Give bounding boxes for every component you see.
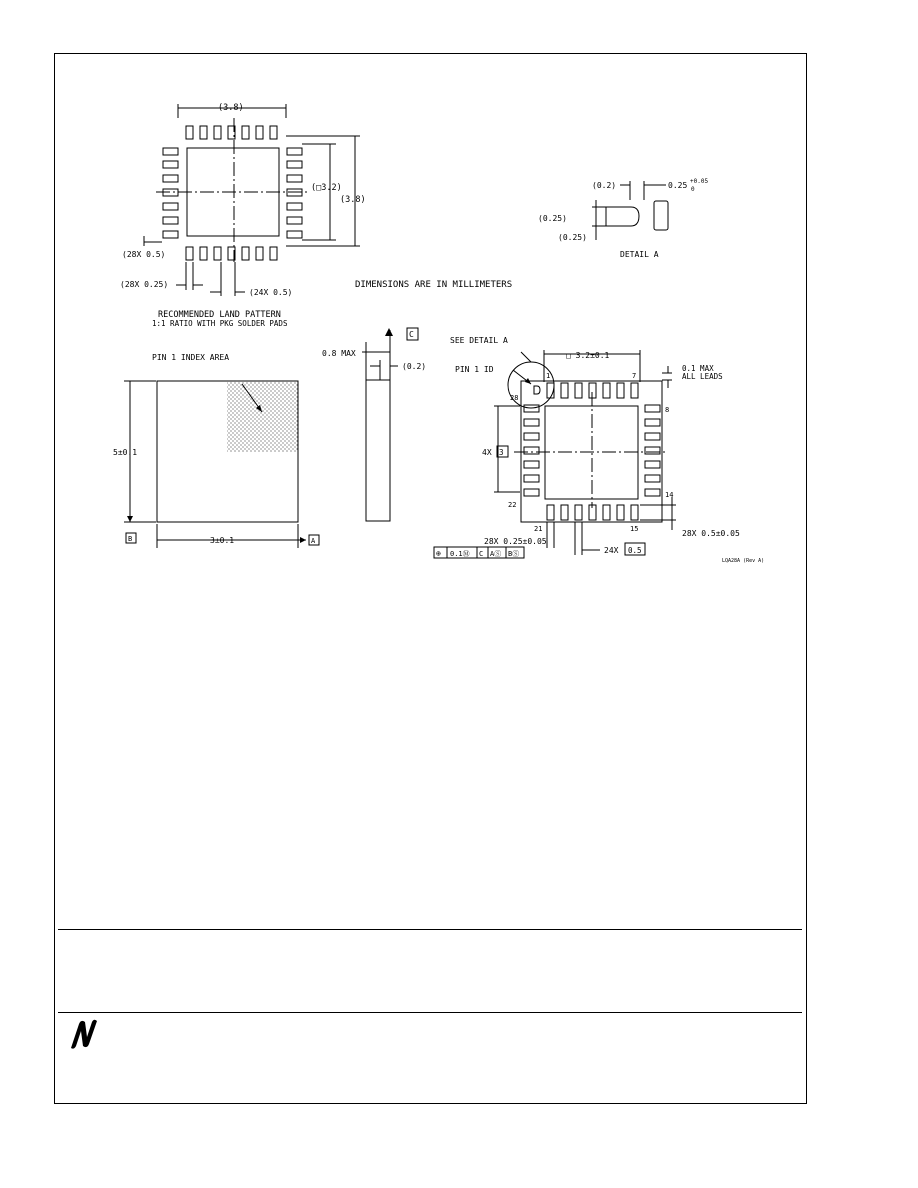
land-dim-width: (28X 0.25) (120, 280, 169, 289)
side-view-arrow (385, 328, 393, 336)
land-dim-top: (3.8) (218, 103, 244, 113)
land-right-pads (287, 148, 302, 238)
width-arrow (300, 537, 306, 543)
datum-b: B (128, 535, 133, 543)
land-dim-pitch: (28X 0.5) (122, 250, 166, 259)
pin-15-label: 15 (630, 525, 639, 533)
pin-14-label: 14 (665, 491, 674, 499)
pin1-index-label: PIN 1 INDEX AREA (152, 353, 230, 362)
fcf-datum-a: AⓈ (490, 550, 502, 558)
bottom-right-leads (645, 405, 660, 496)
land-dim-inner: (□3.2) (311, 183, 342, 193)
pin-1-label: 1 (546, 372, 551, 380)
pin-28-label: 28 (510, 394, 519, 402)
side-view (362, 328, 418, 521)
side-dim-02: (0.2) (402, 362, 427, 371)
land-bottom-pads (186, 247, 277, 260)
detail-dim-d: (0.25) (558, 233, 587, 242)
drawing-number: LQA28A (Rev A) (722, 558, 765, 564)
land-title: RECOMMENDED LAND PATTERN (158, 310, 281, 320)
bottom-dim-24x-box: 0.5 (628, 546, 642, 555)
national-semiconductor-logo-icon (68, 1018, 98, 1050)
land-subtitle: 1:1 RATIO WITH PKG SOLDER PADS (152, 319, 288, 328)
datum-3: 3 (499, 448, 504, 457)
detail-dim-c: (0.25) (538, 214, 567, 223)
pin1-index-area (227, 381, 298, 452)
max-note-1: 0.1 MAX (682, 364, 714, 373)
land-dim-right: (3.8) (340, 195, 366, 205)
detail-tol-b2: 0 (691, 186, 695, 193)
land-pattern-view (144, 104, 360, 296)
see-detail-label: SEE DETAIL A (450, 336, 508, 345)
fcf-position-symbol: ⊕ (436, 549, 441, 558)
bottom-dim-28x-len: 28X 0.5±0.05 (682, 529, 740, 538)
side-dim-max: 0.8 MAX (322, 349, 356, 358)
detail-a-label: DETAIL A (620, 250, 659, 259)
detail-dim-a: (0.2) (592, 181, 617, 190)
top-dim-height: 5±0.1 (113, 448, 138, 457)
pin-21-label: 21 (534, 525, 543, 533)
pin-7-label: 7 (632, 372, 637, 380)
detail-dim-b: 0.25 (668, 181, 688, 190)
top-view (124, 381, 319, 548)
bottom-dim-4x: 4X (482, 448, 492, 457)
fcf-datum-c: C (479, 550, 484, 558)
units-note: DIMENSIONS ARE IN MILLIMETERS (355, 280, 513, 290)
land-dim-24x: (24X 0.5) (249, 288, 293, 297)
max-note-2: ALL LEADS (682, 372, 723, 381)
land-top-pads (186, 126, 277, 139)
land-left-pads (163, 148, 178, 238)
package-body-side (366, 380, 390, 521)
detail-tol-b: +0.05 (690, 178, 709, 185)
datum-a: A (311, 537, 316, 545)
bottom-dim-pad: □ 3.2±0.1 (566, 351, 610, 360)
fcf-tolerance: 0.1Ⓜ (450, 550, 470, 558)
bottom-view (434, 350, 676, 558)
pin-8-label: 8 (665, 406, 670, 414)
height-arrow (127, 516, 133, 522)
bottom-left-leads (524, 405, 539, 496)
fcf-datum-b: BⓈ (508, 550, 520, 558)
pin1-id-label: PIN 1 ID (455, 365, 494, 374)
bottom-dim-24x: 24X (604, 546, 619, 555)
datum-c: C (409, 330, 414, 339)
top-dim-width: 3±0.1 (210, 536, 235, 545)
pin-22-label: 22 (508, 501, 517, 509)
bottom-dim-28x-width: 28X 0.25±0.05 (484, 537, 547, 546)
